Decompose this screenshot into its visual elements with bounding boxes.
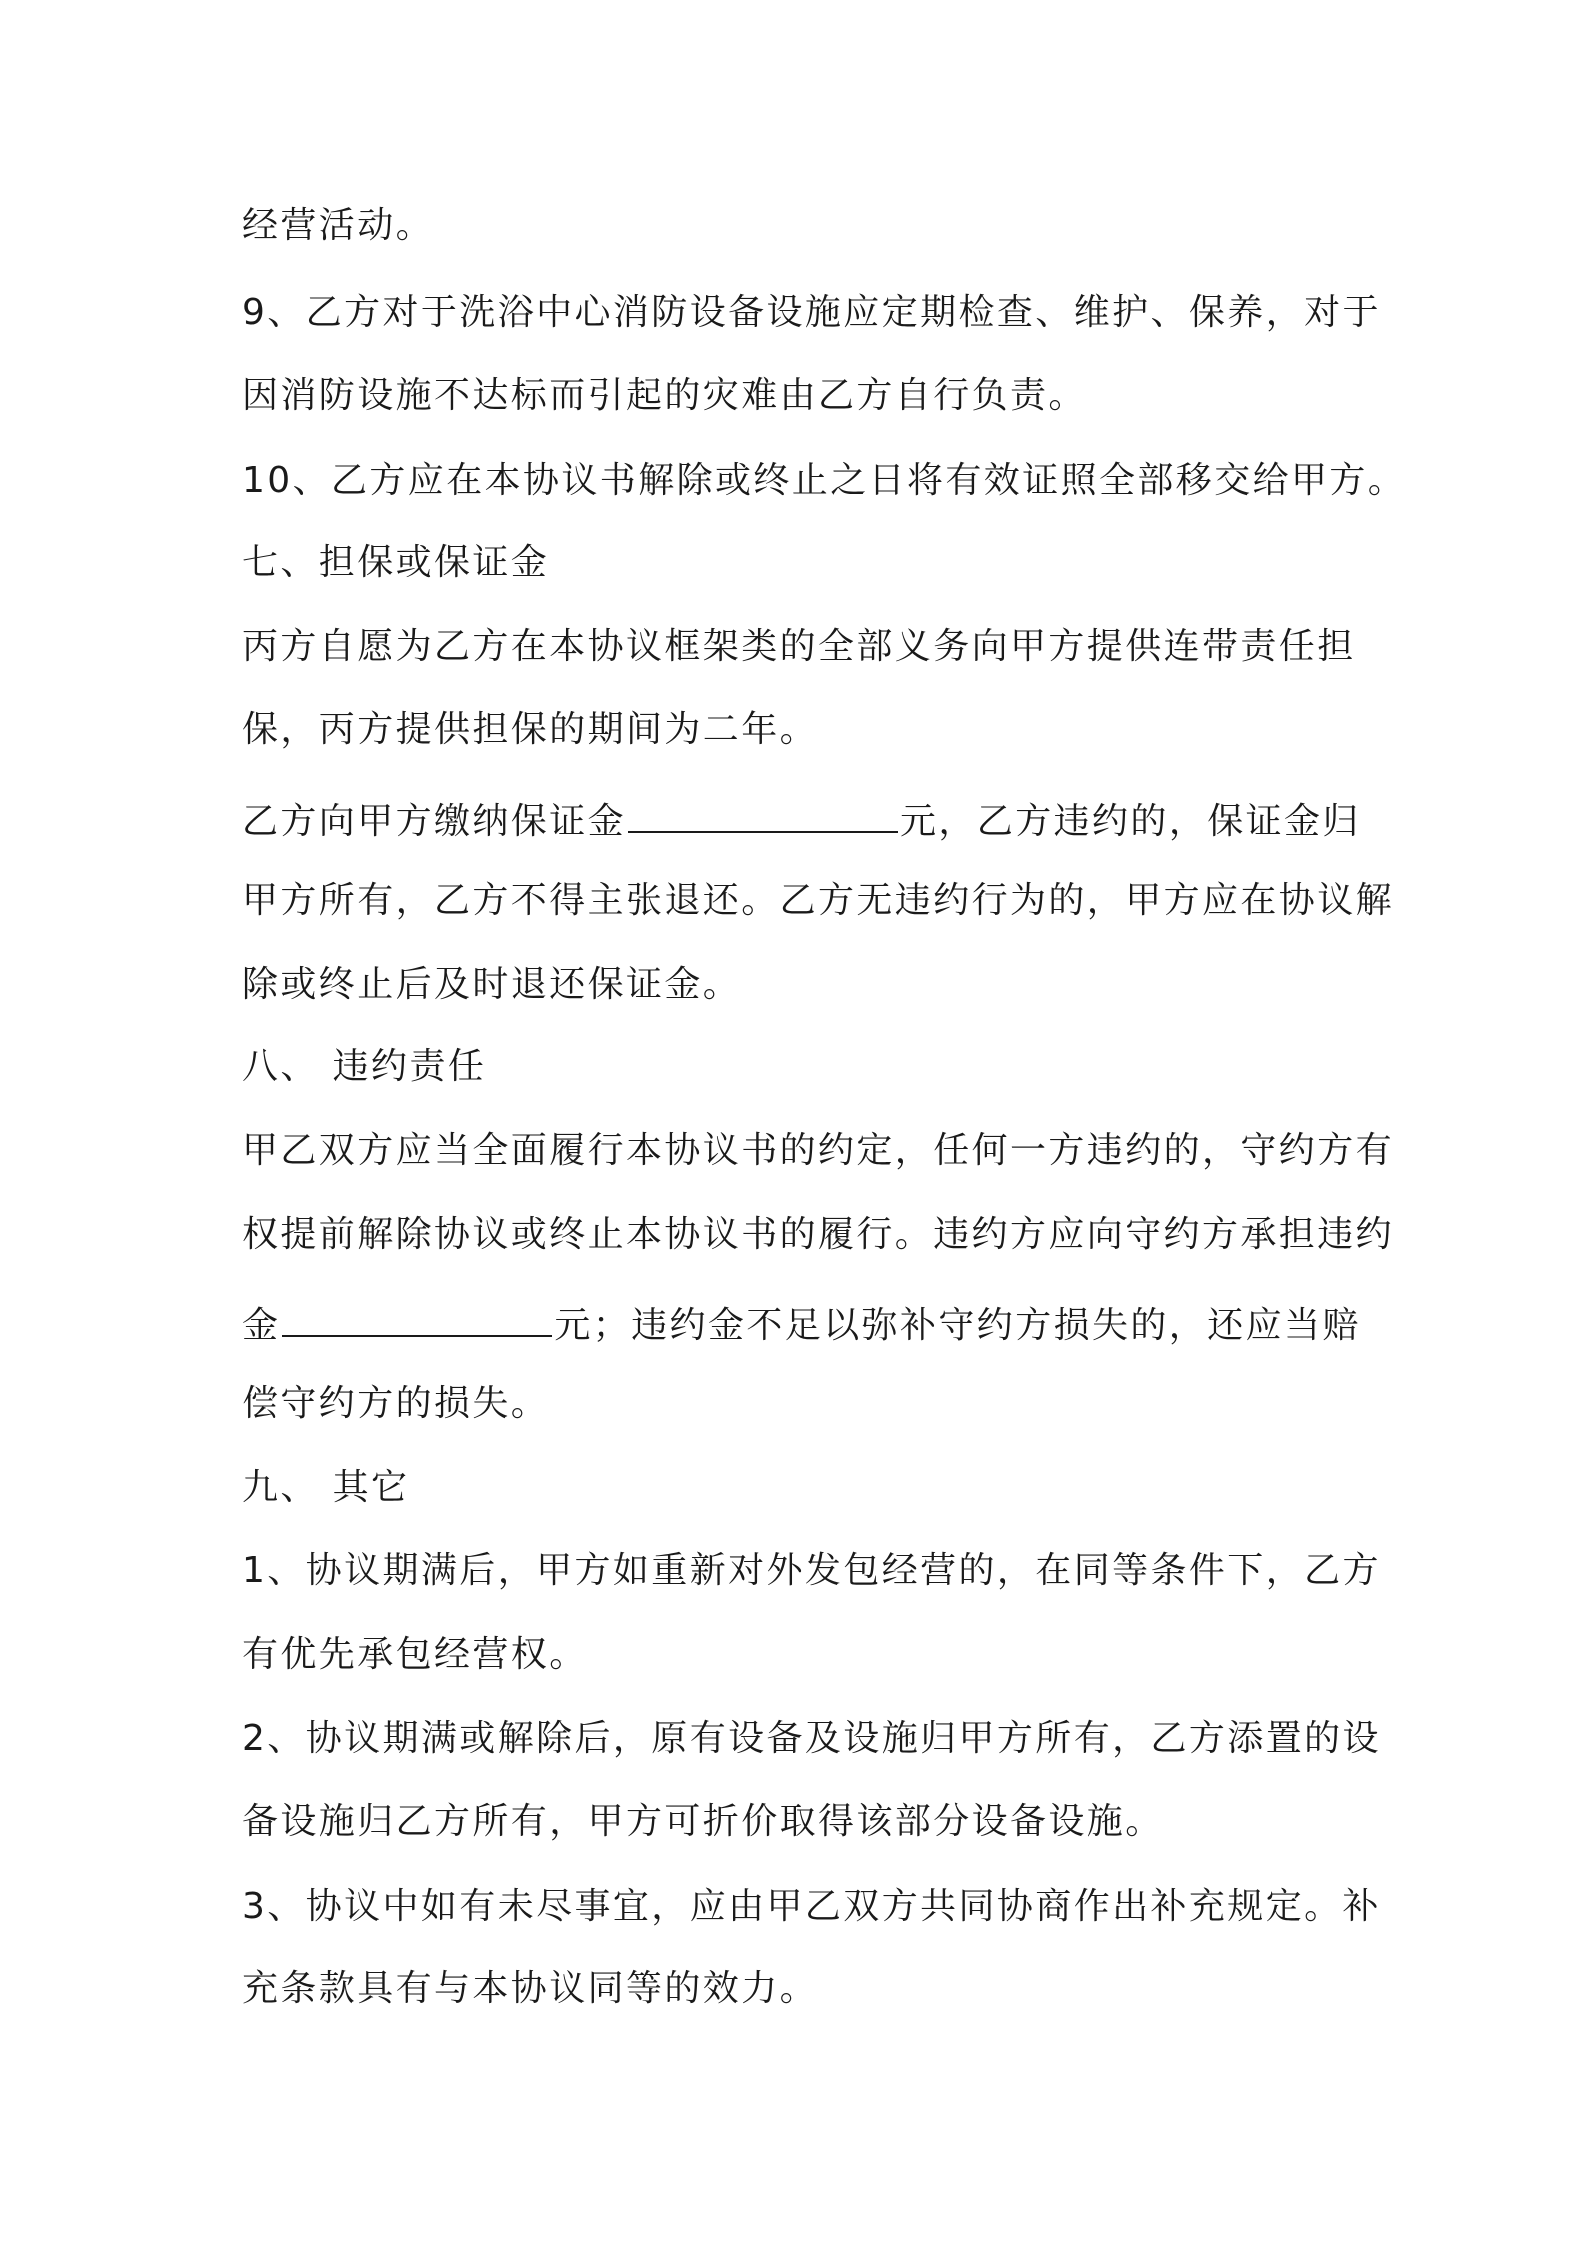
other-1-line-2: 有优先承包经营权。: [242, 1634, 588, 1675]
deposit-line-2: 甲方所有，乙方不得主张退还。乙方无违约行为的，甲方应在协议解: [242, 880, 1395, 921]
guarantee-line-2: 保，丙方提供担保的期间为二年。: [242, 709, 819, 750]
deposit-text-before: 乙方向甲方缴纳保证金: [242, 801, 627, 842]
paragraph-line: 经营活动。: [242, 205, 435, 246]
breach-line-2: 权提前解除协议或终止本协议书的履行。违约方应向守约方承担违约: [242, 1214, 1395, 1255]
breach-line-1: 甲乙双方应当全面履行本协议书的约定，任何一方违约的，守约方有: [242, 1130, 1395, 1171]
deposit-line-1: [242, 792, 1362, 852]
other-3-line-2: 充条款具有与本协议同等的效力。: [242, 1968, 819, 2009]
section-7-heading: 七、担保或保证金: [242, 542, 550, 583]
clause-9-line-1: 9、乙方对于洗浴中心消防设备设施应定期检查、维护、保养，对于: [242, 292, 1381, 333]
deposit-text-after: 元，乙方违约的，保证金归: [900, 801, 1361, 842]
guarantee-line-1: 丙方自愿为乙方在本协议框架类的全部义务向甲方提供连带责任担: [242, 626, 1356, 667]
other-2-line-1: 2、协议期满或解除后，原有设备及设施归甲方所有，乙方添置的设: [242, 1718, 1381, 1759]
section-8-heading: 八、 违约责任: [242, 1046, 487, 1087]
breach-line-4: 偿守约方的损失。: [242, 1383, 550, 1424]
deposit-amount-blank: [628, 830, 898, 833]
penalty-text-before: 金: [242, 1305, 281, 1346]
other-3-line-1: 3、协议中如有未尽事宜，应由甲乙双方共同协商作出补充规定。补: [242, 1886, 1381, 1927]
breach-line-3: [242, 1296, 1362, 1356]
deposit-line-3: 除或终止后及时退还保证金。: [242, 964, 742, 1005]
clause-9-line-2: 因消防设施不达标而引起的灾难由乙方自行负责。: [242, 375, 1087, 416]
clause-10-line: 10、乙方应在本协议书解除或终止之日将有效证照全部移交给甲方。: [242, 460, 1407, 501]
penalty-amount-blank: [282, 1334, 552, 1337]
other-1-line-1: 1、协议期满后，甲方如重新对外发包经营的，在同等条件下，乙方: [242, 1550, 1381, 1591]
other-2-line-2: 备设施归乙方所有，甲方可折价取得该部分设备设施。: [242, 1801, 1164, 1842]
penalty-text-after: 元；违约金不足以弥补守约方损失的，还应当赔: [554, 1305, 1361, 1346]
section-9-heading: 九、 其它: [242, 1467, 410, 1508]
